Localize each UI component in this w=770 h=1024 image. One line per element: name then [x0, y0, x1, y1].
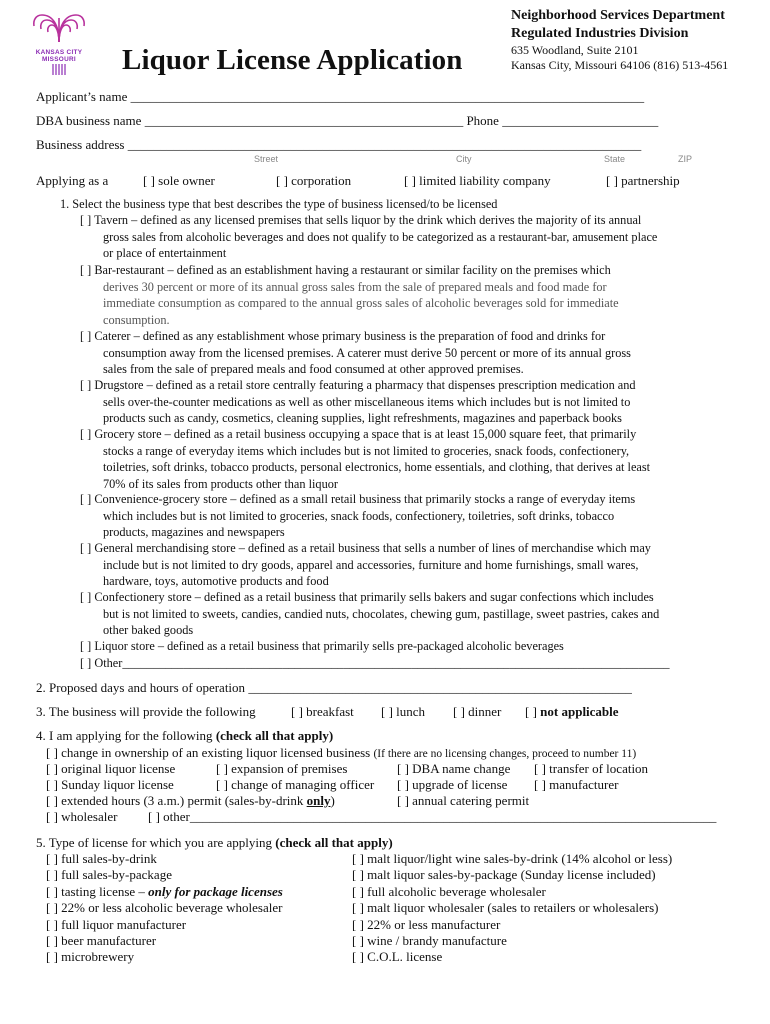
tasting-license-note: only for package licenses — [148, 884, 283, 899]
logo-city-text: KANSAS CITY — [35, 49, 83, 56]
q4-label: 4. I am applying for the following — [36, 728, 213, 743]
wholesaler-checkbox[interactable]: [ ] wholesaler — [46, 809, 118, 824]
transfer-location-checkbox[interactable]: [ ] transfer of location — [534, 761, 649, 776]
breakfast-checkbox[interactable]: [ ] breakfast — [291, 704, 354, 719]
extended-hours-label: [ ] extended hours (3 a.m.) permit (sales-by-drink — [46, 793, 304, 808]
applicant-name-field[interactable]: _______________________________________________________________________________ — [130, 89, 645, 104]
caterer-line: sales from the sale of prepared meals and food consumed at other approved premises. — [103, 362, 524, 376]
malt-drink-checkbox[interactable]: [ ] malt liquor/light wine sales-by-drink (14% alcohol or less) — [352, 851, 673, 866]
division-name: Regulated Industries Division — [511, 26, 689, 41]
fountain-logo-icon — [30, 10, 88, 44]
dba-change-checkbox[interactable]: [ ] DBA name change — [397, 761, 511, 776]
address-line-2: Kansas City, Missouri 64106 (816) 513-4561 — [511, 58, 729, 72]
department-name: Neighborhood Services Department — [511, 8, 725, 23]
change-ownership-checkbox[interactable] — [46, 745, 636, 762]
grocery-option[interactable] — [80, 426, 650, 492]
full-liquor-manufacturer-checkbox[interactable]: [ ] full liquor manufacturer — [46, 917, 187, 932]
not-applicable-box: [ ] — [525, 704, 537, 719]
q4-other-field[interactable]: _________________________________________________________________________________ — [189, 809, 717, 824]
sole-owner-checkbox[interactable]: [ ] sole owner — [143, 173, 215, 188]
full-wholesaler-checkbox[interactable]: [ ] full alcoholic beverage wholesaler — [352, 884, 546, 899]
logo-state-text: MISSOURI — [41, 56, 76, 63]
liquor-store-option[interactable]: [ ] Liquor store – defined as a retail business that primarily sells pre-packaged alcoholic beverages — [80, 639, 564, 653]
wholesaler-22-checkbox[interactable]: [ ] 22% or less alcoholic beverage wholesaler — [46, 900, 283, 915]
tasting-license-checkbox[interactable] — [46, 884, 283, 900]
q2-row — [36, 680, 632, 696]
tavern-option[interactable] — [80, 212, 657, 262]
malt-package-checkbox[interactable]: [ ] malt liquor sales-by-package (Sunday license included) — [352, 867, 656, 882]
extended-close: ) — [330, 793, 335, 808]
applying-as-label: Applying as a — [36, 173, 109, 188]
bar-restaurant-option[interactable] — [80, 262, 619, 328]
malt-wholesaler-checkbox[interactable]: [ ] malt liquor wholesaler (sales to retailers or wholesalers) — [352, 900, 659, 915]
confectionery-option[interactable] — [80, 589, 659, 639]
manufacturer-22-checkbox[interactable]: [ ] 22% or less manufacturer — [352, 917, 501, 932]
confectionery-line: [ ] Confectionery store – defined as a retail business that primarily sells bakers and sugar confections which includes — [80, 590, 654, 604]
q5-heading — [36, 835, 393, 851]
phone-field[interactable]: ________________________ — [502, 113, 659, 128]
q2-label: 2. Proposed days and hours of operation — [36, 680, 246, 695]
hours-field[interactable]: ___________________________________________________________ — [248, 680, 632, 695]
bar-line: derives 30 percent or more of its annual gross sales from the sale of prepared meals and food made for — [103, 279, 607, 294]
change-ownership-label: [ ] change in ownership of an existing liquor licensed business — [46, 745, 371, 760]
not-applicable-label: not applicable — [540, 704, 619, 719]
lunch-checkbox[interactable]: [ ] lunch — [381, 704, 426, 719]
business-address-row — [36, 137, 641, 153]
beer-manufacturer-checkbox[interactable]: [ ] beer manufacturer — [46, 933, 157, 948]
applicant-name-row — [36, 89, 644, 105]
phone-label: Phone — [466, 113, 499, 128]
other-option[interactable] — [80, 655, 670, 672]
zip-sublabel: ZIP — [678, 154, 693, 164]
general-line: hardware, toys, automotive products and food — [103, 574, 329, 588]
expansion-checkbox[interactable]: [ ] expansion of premises — [216, 761, 348, 776]
logo-bars-icon — [30, 63, 88, 77]
business-address-field[interactable]: _______________________________________________________________________________ — [127, 137, 642, 152]
full-sales-by-drink-checkbox[interactable]: [ ] full sales-by-drink — [46, 851, 157, 866]
tasting-license-label: [ ] tasting license – — [46, 884, 145, 899]
dba-row — [36, 113, 658, 129]
tavern-line: gross sales from alcoholic beverages and does not qualify to be categorized as a restaurant-bar, amusement place — [103, 229, 658, 244]
general-merchandise-option[interactable] — [80, 540, 651, 590]
grocery-line: [ ] Grocery store – defined as a retail business occupying a space that is at least 15,000 square feet, that primarily — [80, 427, 637, 441]
corporation-checkbox[interactable]: [ ] corporation — [276, 173, 352, 188]
state-sublabel: State — [604, 154, 626, 164]
q3-label: 3. The business will provide the following — [36, 704, 256, 719]
annual-catering-checkbox[interactable]: [ ] annual catering permit — [397, 793, 530, 808]
dba-field[interactable]: _________________________________________________ — [144, 113, 464, 128]
full-sales-by-package-checkbox[interactable]: [ ] full sales-by-package — [46, 867, 172, 882]
page-title: Liquor License Application — [122, 44, 463, 76]
grocery-line: toiletries, soft drinks, tobacco products, personal electronics, home essentials, and clothing, that derives at least — [103, 460, 651, 474]
convenience-line: products, magazines and newspapers — [103, 525, 285, 539]
grocery-line: stocks a range of everyday items which includes but is not limited to groceries, snack foods, confectionery, — [103, 443, 630, 458]
drugstore-line: products such as candy, cosmetics, cleaning supplies, light refreshments, magazines and paperback books — [103, 411, 622, 425]
partnership-checkbox[interactable]: [ ] partnership — [606, 173, 680, 188]
convenience-line: [ ] Convenience-grocery store – defined as a small retail business that primarily stocks a range of everyday items — [80, 492, 636, 506]
grocery-line: 70% of its sales from products other than liquor — [103, 476, 338, 491]
upgrade-license-checkbox[interactable]: [ ] upgrade of license — [397, 777, 508, 792]
dba-label: DBA business name — [36, 113, 142, 128]
dinner-checkbox[interactable]: [ ] dinner — [453, 704, 502, 719]
q1-heading: 1. Select the business type that best describes the type of business licensed/to be licensed — [60, 197, 498, 211]
microbrewery-checkbox[interactable]: [ ] microbrewery — [46, 949, 135, 964]
caterer-option[interactable] — [80, 328, 631, 378]
drugstore-option[interactable] — [80, 377, 636, 427]
city-logo — [30, 10, 88, 74]
managing-officer-checkbox[interactable]: [ ] change of managing officer — [216, 777, 375, 792]
manufacturer-checkbox[interactable]: [ ] manufacturer — [534, 777, 619, 792]
caterer-line: [ ] Caterer – defined as any establishment whose primary business is the preparation of food and drinks for — [80, 329, 606, 343]
tavern-line: [ ] Tavern – defined as any licensed premises that sells liquor by the drink which derives the majority of its annual — [80, 213, 642, 227]
convenience-option[interactable] — [80, 491, 635, 541]
general-line: [ ] General merchandising store – defined as a retail business that sells a number of lines of merchandise which may — [80, 541, 651, 555]
street-sublabel: Street — [254, 154, 279, 164]
tavern-line: or place of entertainment — [103, 246, 227, 260]
confectionery-line: but is not limited to sweets, candies, candied nuts, chocolates, chewing gum, pastillage, sweet pastries, cakes and — [103, 606, 660, 621]
extended-hours-checkbox[interactable] — [46, 793, 335, 809]
llc-checkbox[interactable]: [ ] limited liability company — [404, 173, 551, 188]
address-line-1: 635 Woodland, Suite 2101 — [511, 43, 639, 57]
col-license-checkbox[interactable]: [ ] C.O.L. license — [352, 949, 443, 964]
business-address-label: Business address — [36, 137, 125, 152]
q4-other-row[interactable] — [148, 809, 716, 825]
caterer-line: consumption away from the licensed premises. A caterer must derive 50 percent or more of its annual gross — [103, 345, 631, 360]
original-license-checkbox[interactable]: [ ] original liquor license — [46, 761, 176, 776]
general-line: include but is not limited to dry goods, apparel and accessories, furniture and home furnishings, small wares, — [103, 557, 639, 572]
not-applicable-checkbox[interactable] — [525, 704, 619, 720]
applicant-name-label: Applicant’s name — [36, 89, 128, 104]
change-ownership-note: (If there are no licensing changes, proceed to number 11) — [373, 748, 637, 760]
bar-line: [ ] Bar-restaurant – defined as an establishment having a restaurant or similar facility on the premises which — [80, 263, 611, 277]
drugstore-line: [ ] Drugstore – defined as a retail store centrally featuring a pharmacy that dispenses prescription medication and — [80, 378, 636, 392]
sunday-license-checkbox[interactable]: [ ] Sunday liquor license — [46, 777, 174, 792]
q4-other-label: [ ] other — [148, 809, 190, 824]
confectionery-line: other baked goods — [103, 623, 194, 637]
convenience-line: which includes but is not limited to groceries, snack foods, confectionery, toiletries, soft drinks, tobacco — [103, 508, 615, 523]
q4-check-all: (check all that apply) — [215, 728, 334, 743]
q5-label: 5. Type of license for which you are applying — [36, 835, 273, 850]
extended-only-text: only — [306, 793, 331, 808]
other-field[interactable]: _________________________________________________________________________________________ — [122, 656, 670, 670]
other-label: [ ] Other — [80, 656, 123, 670]
bar-line: consumption. — [103, 312, 170, 327]
q5-check-all: (check all that apply) — [275, 835, 393, 850]
wine-brandy-checkbox[interactable]: [ ] wine / brandy manufacture — [352, 933, 507, 948]
bar-line: immediate consumption as compared to the annual gross sales of alcoholic beverages sold for immediate — [103, 296, 619, 310]
q4-heading — [36, 728, 333, 744]
city-sublabel: City — [456, 154, 472, 164]
drugstore-line: sells over-the-counter medications as well as other miscellaneous items which includes but is not limited to — [103, 394, 631, 409]
